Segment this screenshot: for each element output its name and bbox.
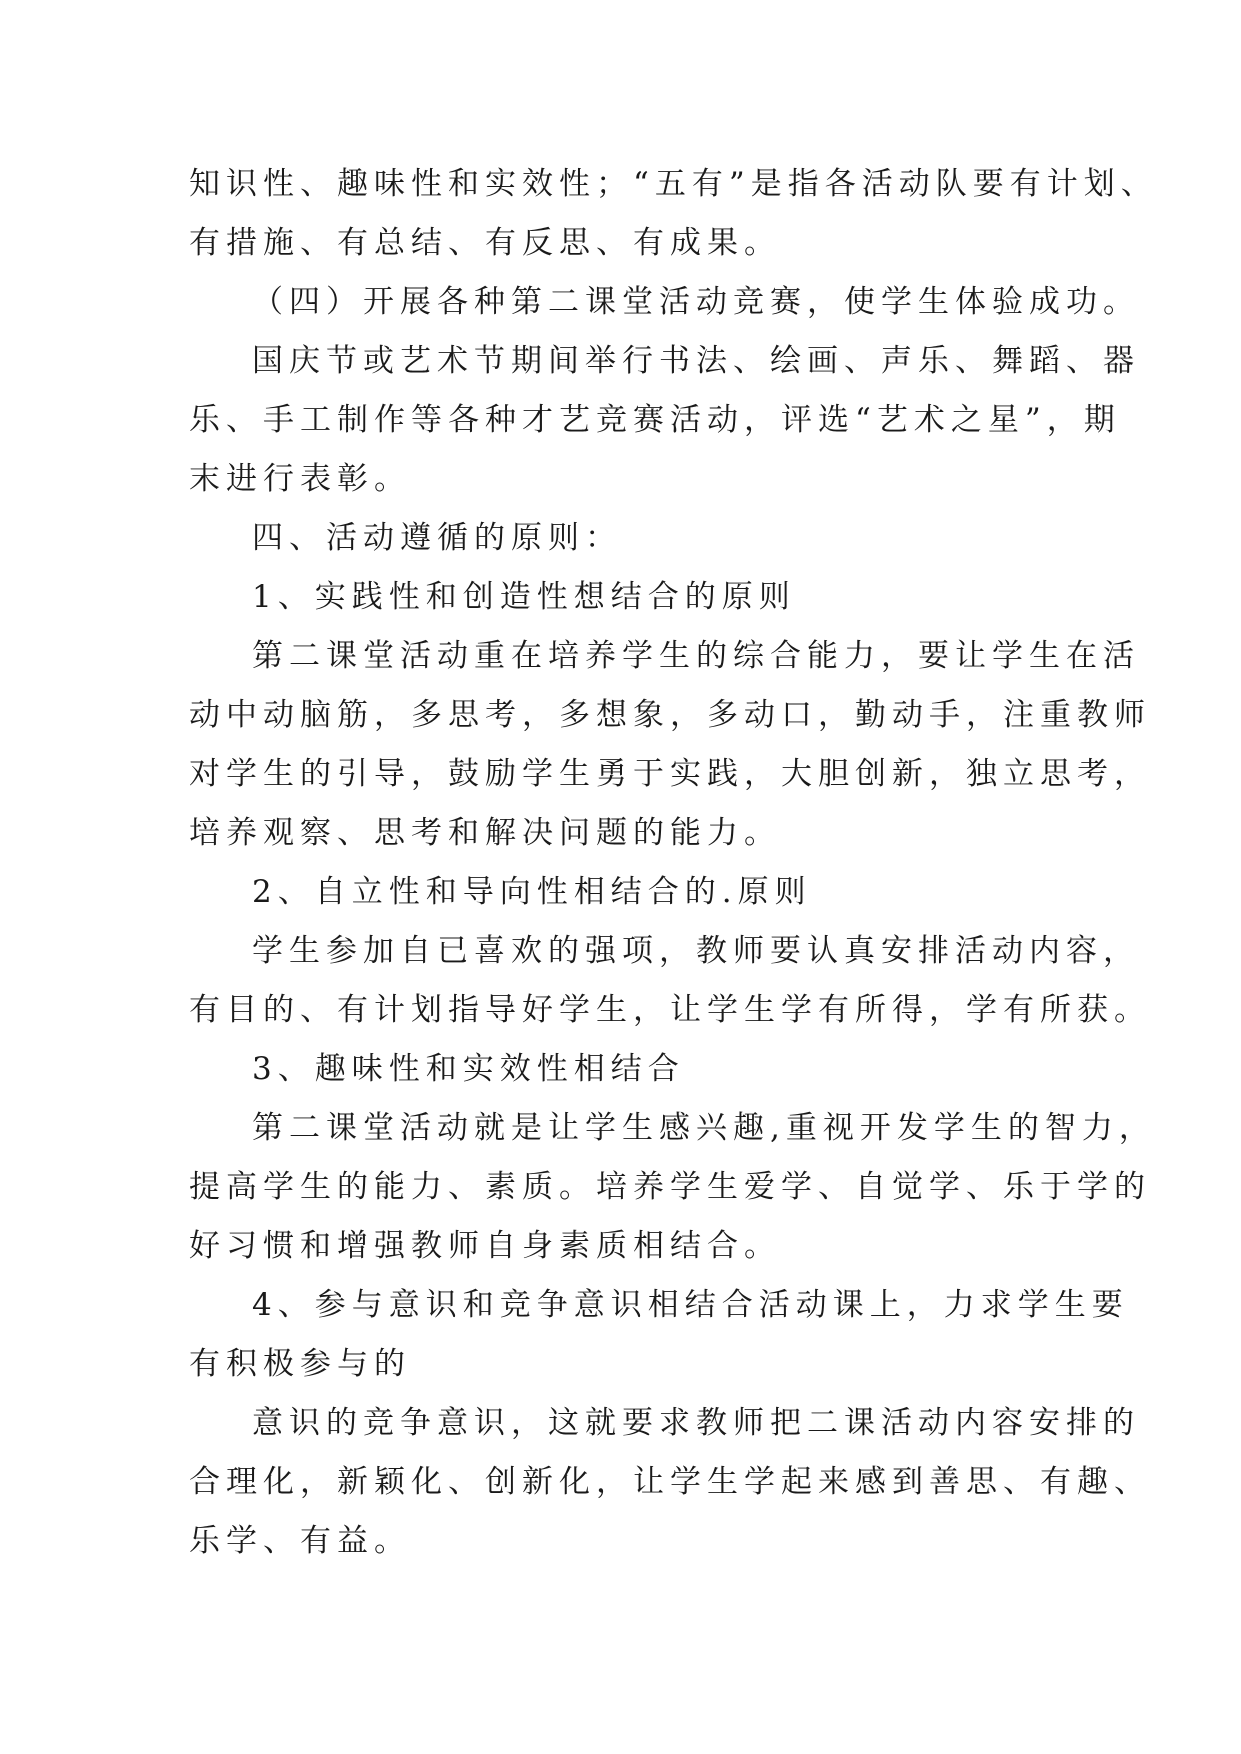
text-line: 有目的、有计划指导好学生，让学生学有所得，学有所获。 bbox=[189, 992, 1151, 1028]
text-line: 学生参加自已喜欢的强项，教师要认真安排活动内容， bbox=[252, 933, 1140, 969]
subsection-heading: 1、实践性和创造性想结合的原则 bbox=[252, 579, 796, 615]
subsection-heading: 4、参与意识和竞争意识相结合活动课上，力求学生要 bbox=[252, 1287, 1129, 1323]
subsection-heading: 2、自立性和导向性相结合的.原则 bbox=[252, 874, 812, 910]
text-line: 国庆节或艺术节期间举行书法、绘画、声乐、舞蹈、器 bbox=[252, 343, 1140, 379]
text-line: 合理化，新颖化、创新化，让学生学起来感到善思、有趣、 bbox=[189, 1464, 1151, 1500]
text-line: 好习惯和增强教师自身素质相结合。 bbox=[189, 1228, 781, 1264]
subsection-heading: 3、趣味性和实效性相结合 bbox=[252, 1051, 685, 1087]
text-line: 有积极参与的 bbox=[189, 1346, 411, 1382]
text-line: 有措施、有总结、有反思、有成果。 bbox=[189, 225, 781, 261]
section-heading: 四、活动遵循的原则： bbox=[252, 520, 622, 556]
text-line: 对学生的引导，鼓励学生勇于实践，大胆创新，独立思考， bbox=[189, 756, 1151, 792]
text-line: 乐学、有益。 bbox=[189, 1523, 411, 1559]
text-line: 乐、手工制作等各种才艺竞赛活动，评选“艺术之星”，期 bbox=[189, 402, 1121, 438]
text-line: 提高学生的能力、素质。培养学生爱学、自觉学、乐于学的 bbox=[189, 1169, 1151, 1205]
text-line: 知识性、趣味性和实效性；“五有”是指各活动队要有计划、 bbox=[189, 166, 1158, 202]
text-line: 第二课堂活动重在培养学生的综合能力，要让学生在活 bbox=[252, 638, 1140, 674]
text-line: 意识的竞争意识，这就要求教师把二课活动内容安排的 bbox=[252, 1405, 1140, 1441]
text-line: 培养观察、思考和解决问题的能力。 bbox=[189, 815, 781, 851]
text-line: 动中动脑筋，多思考，多想象，多动口，勤动手，注重教师 bbox=[189, 697, 1151, 733]
text-line: 第二课堂活动就是让学生感兴趣,重视开发学生的智力， bbox=[252, 1110, 1156, 1146]
text-line: 末进行表彰。 bbox=[189, 461, 411, 497]
section-heading: （四）开展各种第二课堂活动竞赛，使学生体验成功。 bbox=[252, 284, 1140, 320]
